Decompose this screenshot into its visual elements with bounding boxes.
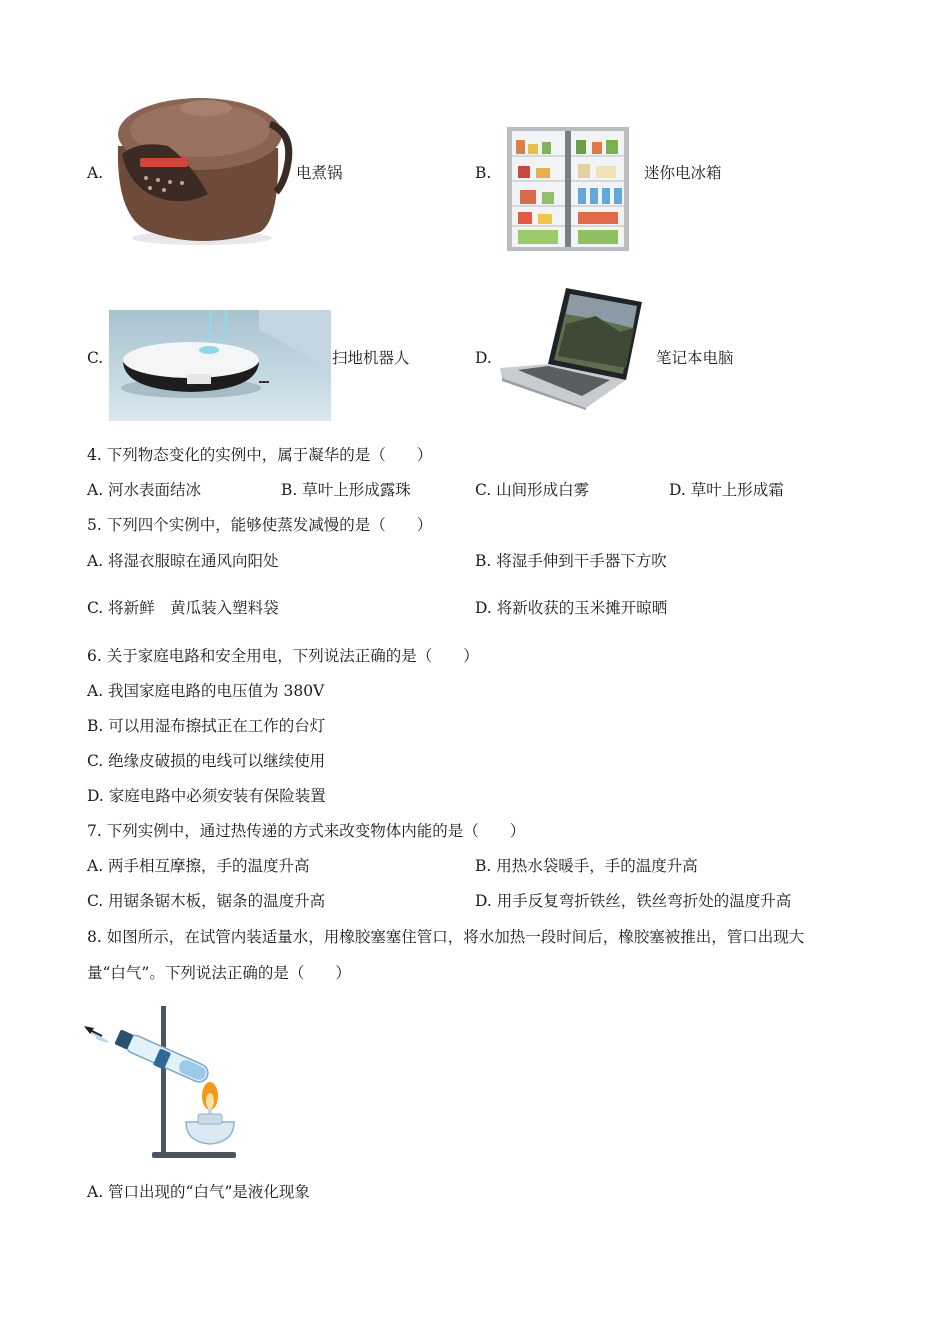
rice-cooker-image (110, 88, 294, 248)
q7-option-c: C. 用锯条锯木板，锯条的温度升高 (87, 892, 326, 910)
option-b-label: 迷你电冰箱 (644, 164, 722, 182)
option-d-label: 笔记本电脑 (656, 349, 734, 367)
q7-stem: 7. 下列实例中，通过热传递的方式来改变物体内能的是（ ） (87, 822, 526, 840)
q5-option-a: A. 将湿衣服晾在通风向阳处 (87, 552, 279, 570)
q4-stem: 4. 下列物态变化的实例中，属于凝华的是（ ） (87, 446, 433, 464)
laptop-image (500, 284, 646, 410)
q4-option-a: A. 河水表面结冰 (87, 481, 202, 499)
option-b-letter: B. (475, 164, 492, 182)
q7-option-b: B. 用热水袋暖手，手的温度升高 (475, 857, 698, 875)
q6-option-b: B. 可以用湿布擦拭正在工作的台灯 (87, 717, 326, 735)
q5-option-b: B. 将湿手伸到干手器下方吹 (475, 552, 667, 570)
option-c-letter: C. (87, 349, 104, 367)
q4-option-d: D. 草叶上形成霜 (669, 481, 784, 499)
test-tube-apparatus-image (82, 1002, 242, 1162)
q7-option-d: D. 用手反复弯折铁丝，铁丝弯折处的温度升高 (475, 892, 792, 910)
q5-stem: 5. 下列四个实例中，能够使蒸发减慢的是（ ） (87, 516, 433, 534)
q5-option-d: D. 将新收获的玉米摊开晾晒 (475, 599, 668, 617)
q6-option-a: A. 我国家庭电路的电压值为 380V (87, 682, 325, 700)
refrigerator-image (506, 126, 630, 254)
q6-option-d: D. 家庭电路中必须安装有保险装置 (87, 787, 326, 805)
q8-option-a: A. 管口出现的“白气”是液化现象 (87, 1183, 310, 1201)
q6-option-c: C. 绝缘皮破损的电线可以继续使用 (87, 752, 326, 770)
q6-stem: 6. 关于家庭电路和安全用电，下列说法正确的是（ ） (87, 647, 479, 665)
q4-option-c: C. 山间形成白雾 (475, 481, 590, 499)
q4-option-b: B. 草叶上形成露珠 (281, 481, 411, 499)
option-c-label: 扫地机器人 (332, 349, 410, 367)
option-a-letter: A. (87, 164, 104, 182)
robot-vacuum-image (109, 310, 331, 421)
q8-stem-line1: 8. 如图所示，在试管内装适量水，用橡胶塞塞住管口，将水加热一段时间后，橡胶塞被推出，管口出现大 (87, 928, 805, 946)
q7-option-a: A. 两手相互摩擦，手的温度升高 (87, 857, 310, 875)
q5-option-c: C. 将新鲜 黄瓜装入塑料袋 (87, 599, 279, 617)
option-d-letter: D. (475, 349, 492, 367)
option-a-label: 电煮锅 (296, 164, 343, 182)
q8-stem-line2: 量“白气”。下列说法正确的是（ ） (87, 964, 351, 982)
